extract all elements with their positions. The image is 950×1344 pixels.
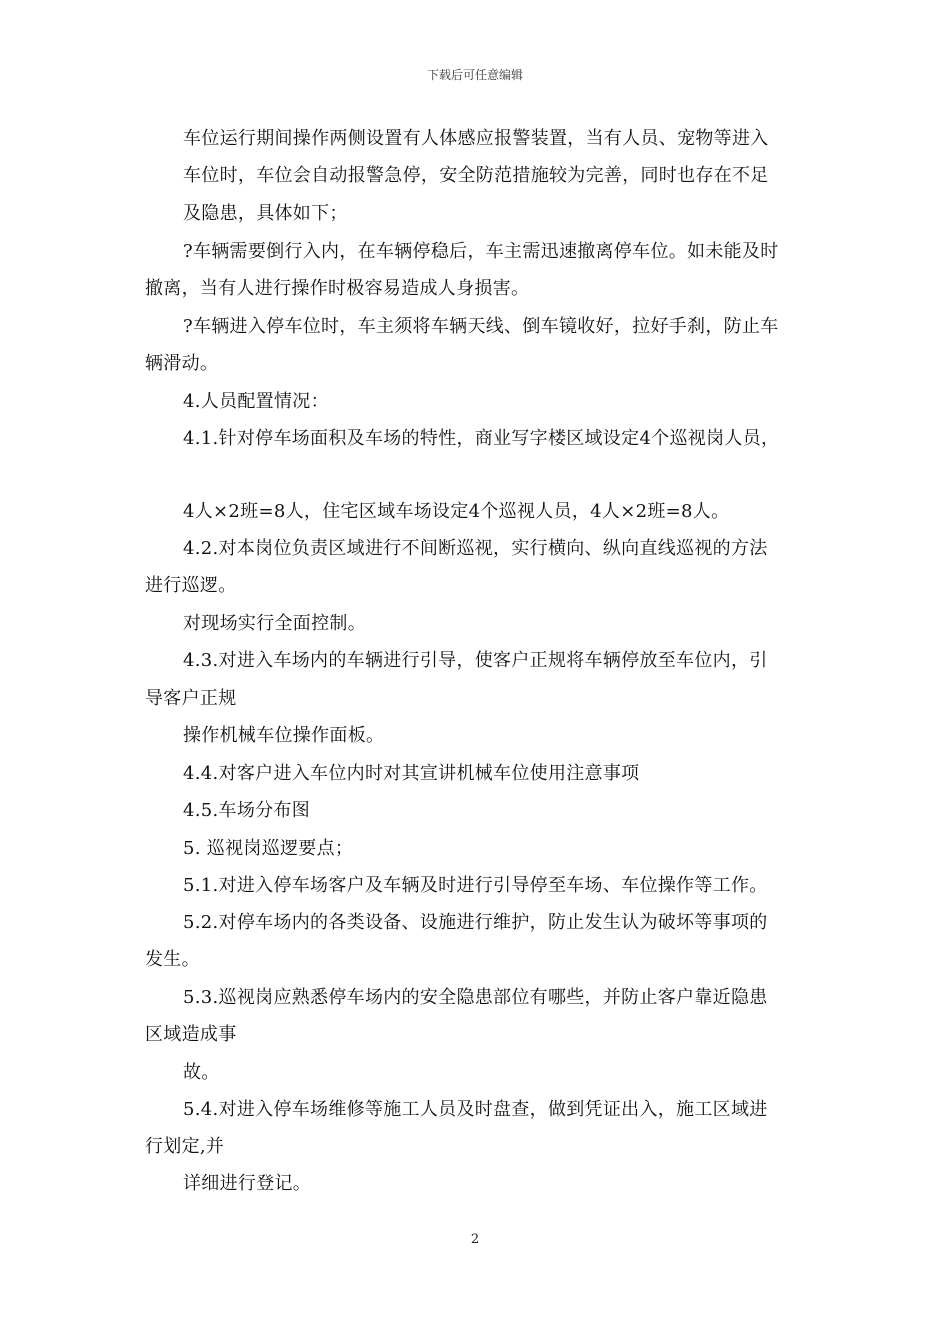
text-line: 区域造成事 (145, 1024, 237, 1045)
text-line: ?车辆需要倒行入内，在车辆停稳后，车主需迅速撤离停车位。如未能及时 (183, 241, 779, 262)
text-line: 4.4.对客户进入车位内时对其宣讲机械车位使用注意事项 (183, 763, 640, 784)
text-line: 5.4.对进入停车场维修等施工人员及时盘查，做到凭证出入，施工区域进 (183, 1099, 768, 1120)
text-line: 及隐患，具体如下； (183, 203, 348, 224)
text-line: 操作机械车位操作面板。 (183, 725, 385, 746)
text-line: 故。 (183, 1062, 220, 1083)
text-line: 4.2.对本岗位负责区域进行不间断巡视，实行横向、纵向直线巡视的方法 (183, 538, 768, 559)
text-line: 详细进行登记。 (183, 1173, 312, 1194)
text-line: 5. 巡视岗巡逻要点； (183, 838, 354, 859)
text-line: 导客户正规 (145, 688, 237, 709)
text-line: 撤离，当有人进行操作时极容易造成人身损害。 (145, 278, 530, 299)
text-line: 辆滑动。 (145, 353, 219, 374)
text-line: 行划定,并 (145, 1136, 225, 1157)
page-number: 2 (470, 1232, 480, 1247)
text-line: 进行巡逻。 (145, 575, 237, 596)
text-line: 5.2.对停车场内的各类设备、设施进行维护，防止发生认为破坏等事项的 (183, 912, 768, 933)
text-line: 4人×2班=8人，住宅区域车场设定4个巡视人员，4人×2班=8人。 (183, 501, 730, 522)
text-line: 4.3.对进入车场内的车辆进行引导，使客户正规将车辆停放至车位内，引 (183, 650, 768, 671)
text-line: 发生。 (145, 949, 200, 970)
text-line: 5.1.对进入停车场客户及车辆及时进行引导停至车场、车位操作等工作。 (183, 875, 768, 896)
text-line: 4.人员配置情况： (183, 391, 329, 412)
text-line: 4.5.车场分布图 (183, 800, 311, 821)
text-line: 车位时，车位会自动报警急停，安全防范措施较为完善，同时也存在不足 (183, 165, 769, 186)
text-line: 对现场实行全面控制。 (183, 613, 366, 634)
text-line: 5.3.巡视岗应熟悉停车场内的安全隐患部位有哪些，并防止客户靠近隐患 (183, 987, 768, 1008)
text-line: ?车辆进入停车位时，车主须将车辆天线、倒车镜收好，拉好手刹，防止车 (183, 316, 779, 337)
text-line: 车位运行期间操作两侧设置有人体感应报警装置，当有人员、宠物等进入 (183, 128, 769, 149)
page-header: 下载后可任意编辑 (426, 68, 523, 82)
text-line: 4.1.针对停车场面积及车场的特性，商业写字楼区域设定4个巡视岗人员， (183, 428, 780, 449)
